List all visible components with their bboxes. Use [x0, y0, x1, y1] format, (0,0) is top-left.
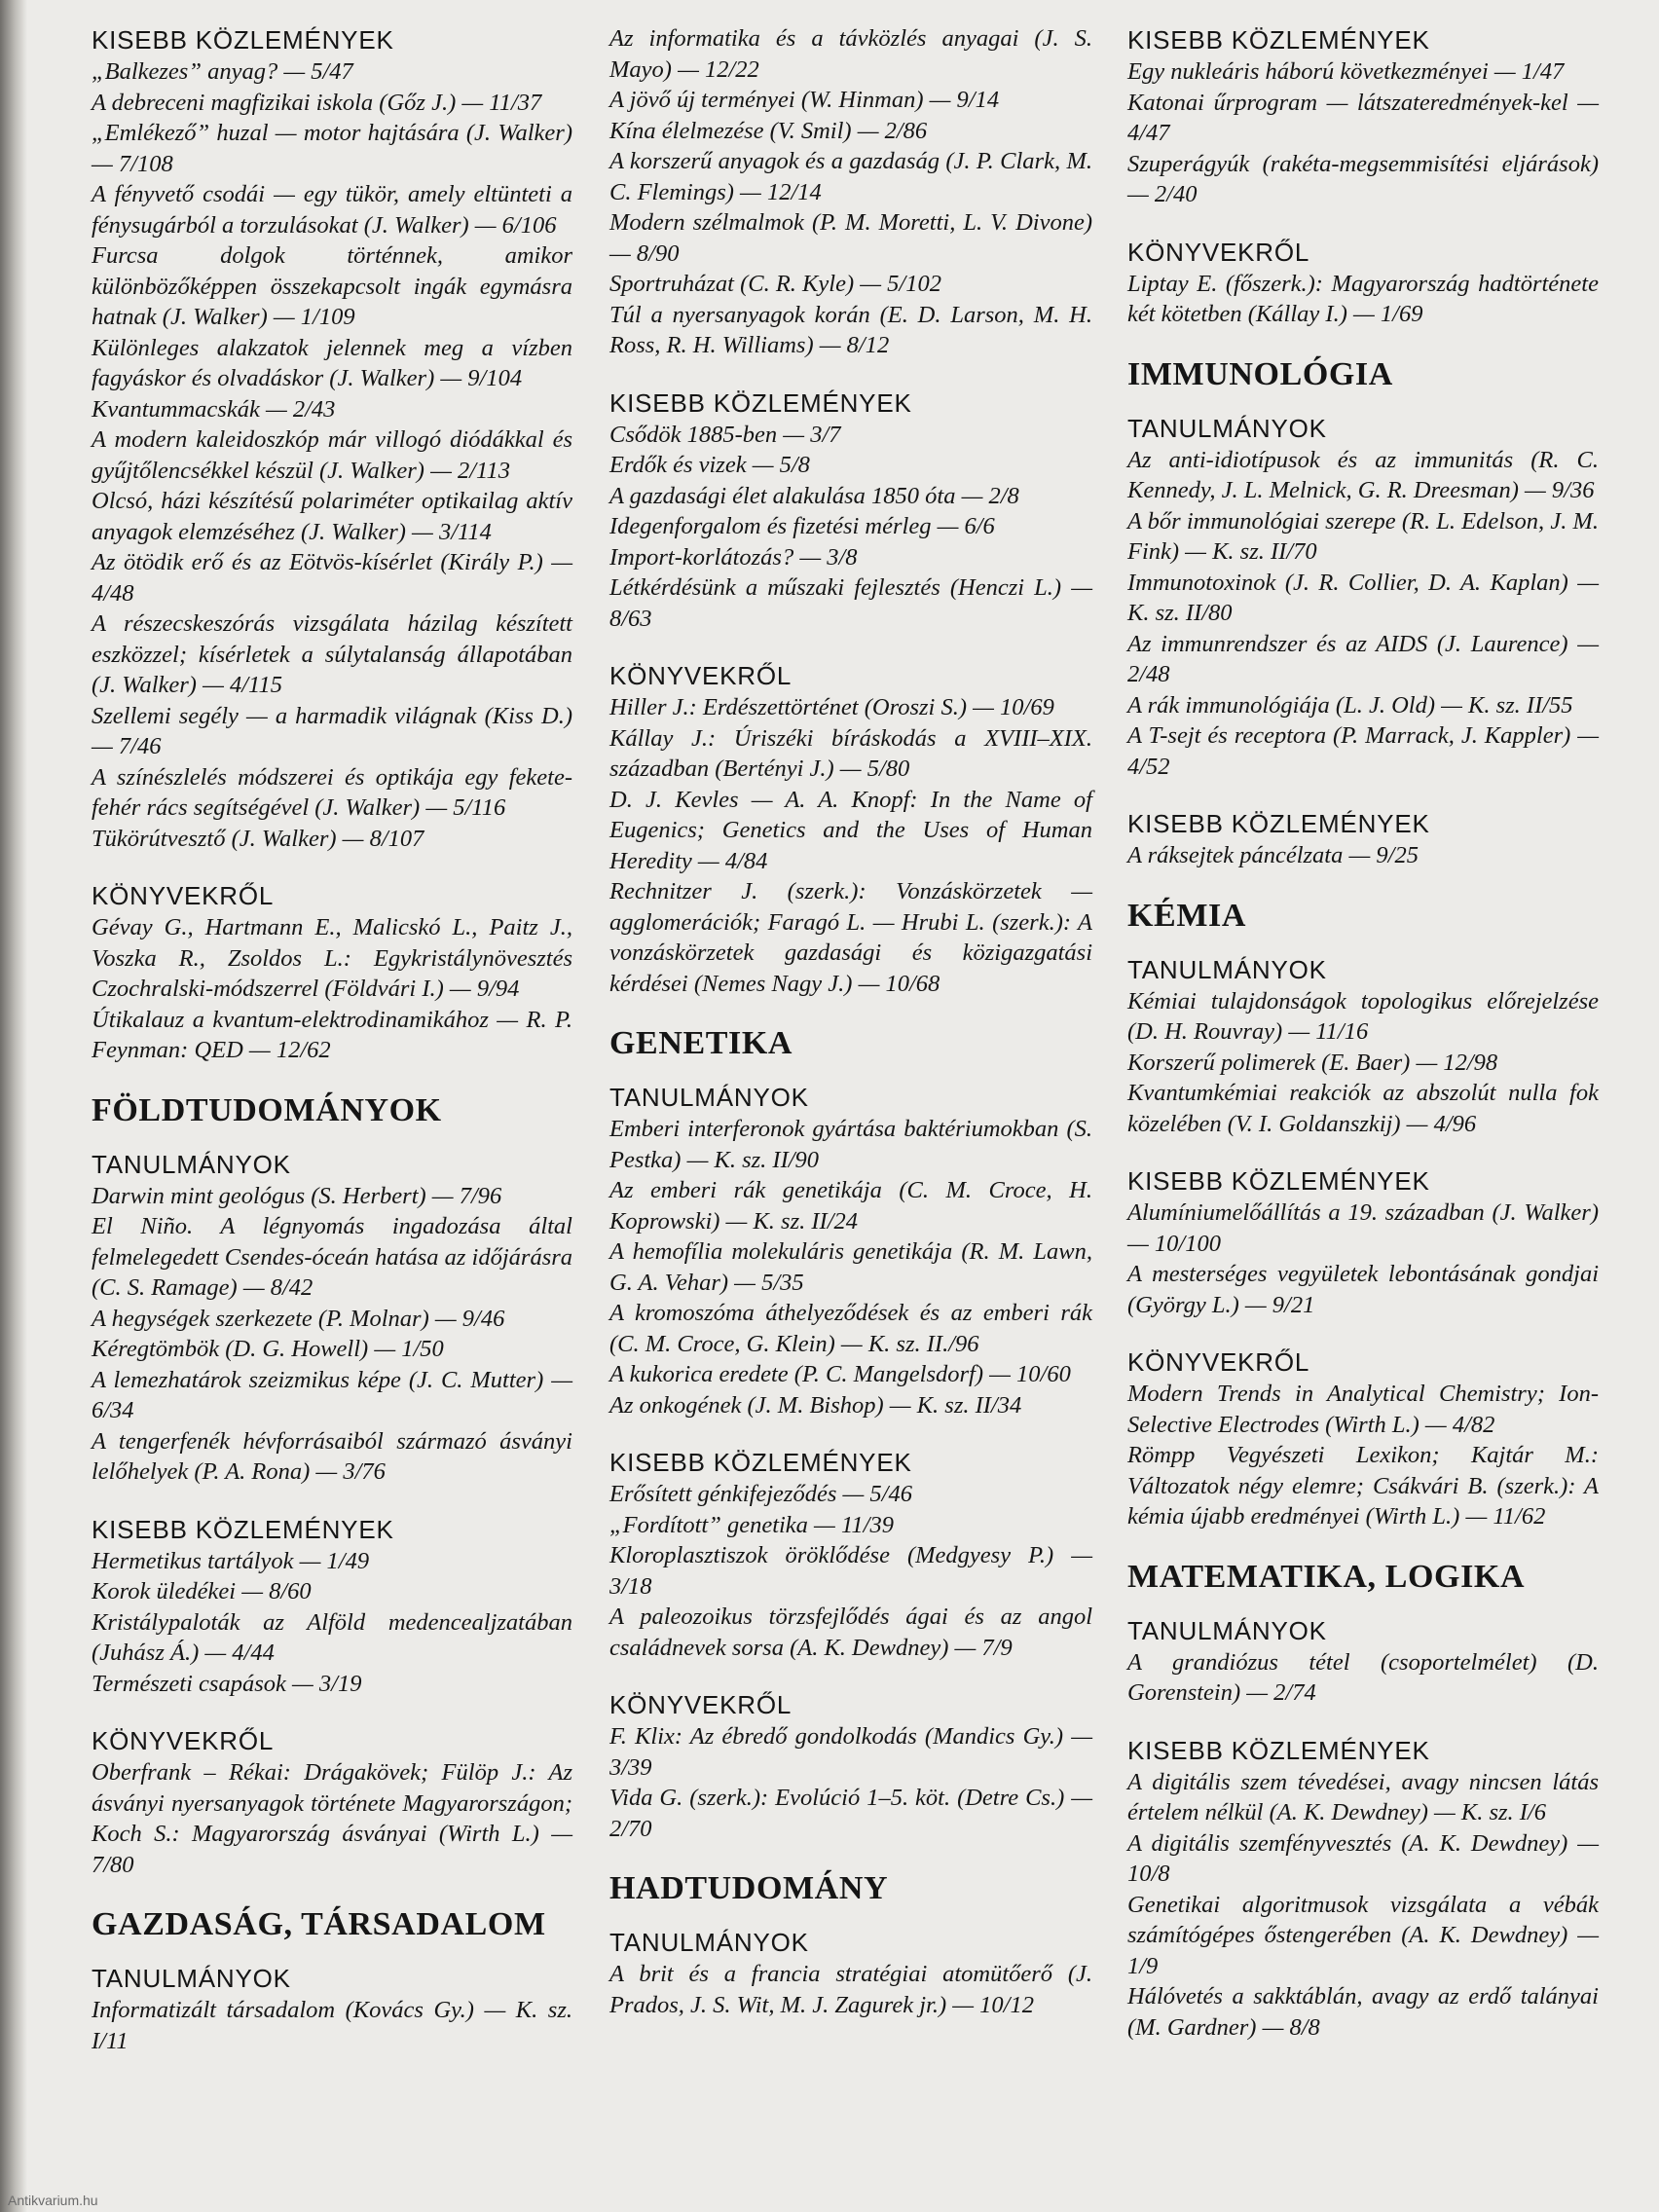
index-section [1127, 807, 1599, 871]
index-section [92, 1724, 572, 1880]
index-entry: Erdők és vizek — 5/8 [609, 452, 810, 478]
index-entry: Erősített génkifejeződés — 5/46 [609, 1481, 912, 1507]
index-entry: Import-korlátozás? — 3/8 [609, 543, 858, 571]
index-section [609, 659, 1092, 999]
section-title: MATEMATIKA, LOGIKA [1127, 1558, 1526, 1595]
subsection-heading: KISEBB KÖZLEMÉNYEK [1127, 25, 1430, 55]
index-entry: Egy nukleáris háború következményei — 1/47 [1127, 58, 1565, 85]
index-section [609, 1024, 1092, 1420]
index-entry: A T-sejt és receptora (P. Marrack, J. Kappler) — 4/52 [1127, 722, 1599, 780]
subsection-heading: TANULMÁNYOK [92, 1964, 291, 1993]
index-entry: Az informatika és a távközlés anyagai (J. S. Mayo) — 12/22 [609, 25, 1092, 83]
index-entry: A bőr immunológiai szerepe (R. L. Edelson, J. M. Fink) — K. sz. II/70 [1127, 507, 1599, 565]
index-section [1127, 1346, 1599, 1532]
index-entry: Immunotoxinok (J. R. Collier, D. A. Kaplan) — K. sz. II/80 [1127, 569, 1599, 626]
index-section [92, 1905, 572, 2056]
index-entry: Természeti csapások — 3/19 [92, 1670, 362, 1697]
index-section [1127, 897, 1599, 1140]
index-entry: F. Klix: Az ébredő gondolkodás (Mandics Gy.) — 3/39 [609, 1723, 1092, 1781]
index-entry: Az ötödik erő és az Eötvös-kísérlet (Király P.) — 4/48 [92, 549, 572, 607]
subsection-heading: KISEBB KÖZLEMÉNYEK [1127, 1166, 1430, 1196]
index-section [609, 1869, 1092, 2020]
index-entry: Vida G. (szerk.): Evolúció 1–5. köt. (Detre Cs.) — 2/70 [609, 1785, 1092, 1842]
index-entry: Csődök 1885-ben — 3/7 [609, 421, 841, 448]
section-title: GENETIKA [609, 1025, 793, 1061]
subsection-heading: TANULMÁNYOK [609, 1083, 809, 1112]
subsection-heading: KISEBB KÖZLEMÉNYEK [1127, 809, 1430, 838]
index-entry: Hálóvetés a sakktáblán, avagy az erdő talányai (M. Gardner) — 8/8 [1127, 1983, 1599, 2041]
index-entry: „Emlékező” huzal — motor hajtására (J. Walker) — 7/108 [92, 120, 572, 177]
section-title: HADTUDOMÁNY [609, 1870, 889, 1906]
index-section [1127, 1558, 1599, 1709]
index-entry: A mesterséges vegyületek lebontásának gondjai (György L.) — 9/21 [1127, 1261, 1599, 1318]
section-title: KÉMIA [1127, 897, 1246, 934]
index-entry: Römpp Vegyészeti Lexikon; Kajtár M.: Változatok négy elemre; Csákvári B. (szerk.): A kémia újabb eredményei (Wirth L.) — 11/62 [1127, 1442, 1599, 1530]
index-entry: Az immunrendszer és az AIDS (J. Laurence) — 2/48 [1127, 630, 1599, 687]
index-section [609, 387, 1092, 635]
index-entry: Modern Trends in Analytical Chemistry; Ion-Selective Electrodes (Wirth L.) — 4/82 [1127, 1381, 1599, 1438]
index-entry: A rák immunológiája (L. J. Old) — K. sz. II/55 [1127, 691, 1573, 719]
subsection-heading: TANULMÁNYOK [1127, 413, 1327, 443]
index-entry: Az onkogének (J. M. Bishop) — K. sz. II/34 [609, 1391, 1022, 1419]
index-entry: Az emberi rák genetikája (C. M. Croce, H. Koprowski) — K. sz. II/24 [609, 1177, 1092, 1235]
subsection-heading: TANULMÁNYOK [1127, 1615, 1327, 1645]
index-section [1127, 1734, 1599, 2044]
index-entry: A grandiózus tétel (csoportelmélet) (D. Gorenstein) — 2/74 [1127, 1648, 1599, 1706]
index-entry: A hegységek szerkezete (P. Molnar) — 9/46 [92, 1305, 505, 1332]
subsection-heading: KISEBB KÖZLEMÉNYEK [609, 387, 912, 418]
index-entry: A kukorica eredete (P. C. Mangelsdorf) — 10/60 [609, 1361, 1071, 1387]
index-entry: A színészlelés módszerei és optikája egy fekete-fehér rács segítségével (J. Walker) — 5/116 [92, 763, 572, 821]
subsection-heading: TANULMÁNYOK [92, 1149, 291, 1179]
index-entry: A jövő új terményei (W. Hinman) — 9/14 [609, 87, 1000, 113]
index-entry: „Fordított” genetika — 11/39 [609, 1511, 894, 1538]
subsection-heading: KÖNYVEKRŐL [1127, 1347, 1310, 1377]
index-entry: A hemofília molekuláris genetikája (R. M. Lawn, G. A. Vehar) — 5/35 [609, 1238, 1092, 1296]
index-entry: A fényvető csodái — egy tükör, amely eltünteti a fénysugárból a torzulásokat (J. Walker) — 6/106 [92, 181, 572, 239]
watermark: Antikvarium.hu [8, 2193, 98, 2208]
index-entry: Hiller J.: Erdészettörténet (Oroszi S.) — 10/69 [609, 694, 1054, 720]
index-entry: Korszerű polimerek (E. Baer) — 12/98 [1127, 1049, 1498, 1076]
index-entry: „Balkezes” anyag? — 5/47 [92, 58, 353, 85]
index-entry: Alumíniumelőállítás a 19. században (J. Walker) — 10/100 [1127, 1199, 1599, 1257]
index-entry: A részecskeszórás vizsgálata házilag készített eszközzel; kísérletek a súlytalanság állapotában (J. Walker) — 4/115 [92, 610, 572, 698]
section-title: GAZDASÁG, TÁRSADALOM [92, 1906, 546, 1942]
index-entry: Katonai űrprogram — látszateredmények-kel — 4/47 [1127, 89, 1599, 146]
index-section [609, 23, 1092, 361]
subsection-heading: KÖNYVEKRŐL [92, 1726, 275, 1755]
index-entry: Különleges alakzatok jelennek meg a vízben fagyáskor és olvadáskor (J. Walker) — 9/104 [92, 334, 572, 391]
column-1 [92, 23, 572, 2082]
index-entry: Oberfrank – Rékai: Drágakövek; Fülöp J.: Az ásványi nyersanyagok története Magyarországon; Koch S.: Magyarország ásványai (Wirth L.) — 7/80 [92, 1759, 572, 1878]
index-entry: Korok üledékei — 8/60 [92, 1578, 312, 1604]
index-entry: Szellemi segély — a harmadik világnak (Kiss D.) — 7/46 [92, 702, 572, 759]
index-section [609, 1688, 1092, 1844]
subsection-heading: TANULMÁNYOK [609, 1928, 809, 1957]
index-entry: Hermetikus tartályok — 1/49 [92, 1547, 370, 1574]
index-entry: Darwin mint geológus (S. Herbert) — 7/96 [92, 1182, 502, 1209]
index-entry: A debreceni magfizikai iskola (Gőz J.) — 11/37 [92, 89, 542, 116]
index-section [1127, 1164, 1599, 1320]
index-entry: Kvantumkémiai reakciók az abszolút nulla fok közelében (V. I. Goldanszkij) — 4/96 [1127, 1080, 1599, 1137]
subsection-heading: KÖNYVEKRŐL [609, 661, 793, 690]
subsection-heading: KÖNYVEKRŐL [609, 1690, 793, 1719]
index-entry: Informatizált társadalom (Kovács Gy.) — K. sz. I/11 [92, 1997, 572, 2054]
index-entry: A digitális szemfényvesztés (A. K. Dewdney) — 10/8 [1127, 1829, 1599, 1887]
index-entry: Az anti-idiotípusok és az immunitás (R. C. Kennedy, J. L. Melnick, G. R. Dreesman) — 9/36 [1127, 446, 1599, 503]
index-section [92, 1513, 572, 1700]
index-entry: Modern szélmalmok (P. M. Moretti, L. V. Divone) — 8/90 [609, 209, 1092, 267]
index-entry: Sportruházat (C. R. Kyle) — 5/102 [609, 271, 941, 297]
index-entry: El Niño. A légnyomás ingadozása által felmelegedett Csendes-óceán hatása az időjárásra (C. S. Ramage) — 8/42 [92, 1213, 573, 1301]
index-entry: Genetikai algoritmusok vizsgálata a vébák számítógépes őstengerében (A. K. Dewdney) — 1/9 [1127, 1891, 1599, 1979]
index-entry: A gazdasági élet alakulása 1850 óta — 2/8 [609, 482, 1019, 509]
subsection-heading: KISEBB KÖZLEMÉNYEK [92, 25, 394, 55]
index-section [1127, 23, 1599, 210]
index-entry: Kristálypaloták az Alföld medencealjzatában (Juhász Á.) — 4/44 [92, 1608, 572, 1666]
subsection-heading: KISEBB KÖZLEMÉNYEK [1127, 1735, 1430, 1765]
index-entry: Emberi interferonok gyártása baktériumokban (S. Pestka) — K. sz. II/90 [609, 1116, 1092, 1173]
index-entry: Kéregtömbök (D. G. Howell) — 1/50 [92, 1336, 444, 1362]
column-2 [609, 23, 1092, 2046]
index-entry: Kémiai tulajdonságok topologikus előrejelzése (D. H. Rouvray) — 11/16 [1127, 987, 1599, 1045]
index-entry: Útikalauz a kvantum-elektrodinamikához — R. P. Feynman: QED — 12/62 [92, 1006, 572, 1063]
subsection-heading: TANULMÁNYOK [1127, 954, 1327, 984]
index-entry: A modern kaleidoszkóp már villogó diódákkal és gyűjtőlencsékkel készül (J. Walker) — 2/113 [92, 426, 572, 484]
index-entry: A paleozoikus törzsfejlődés ágai és az angol családnevek sorsa (A. K. Dewdney) — 7/9 [609, 1604, 1092, 1661]
index-section [609, 1446, 1092, 1663]
index-entry: Szuperágyúk (rakéta-megsemmisítési eljárások) — 2/40 [1127, 150, 1599, 207]
index-entry: Idegenforgalom és fizetési mérleg — 6/6 [609, 513, 995, 539]
index-entry: A korszerű anyagok és a gazdaság (J. P. Clark, M. C. Flemings) — 12/14 [609, 148, 1092, 205]
index-section [92, 879, 572, 1066]
index-section [1127, 236, 1599, 330]
subsection-heading: KÖNYVEKRŐL [1127, 237, 1310, 267]
index-entry: A digitális szem tévedései, avagy nincsen látás értelem nélkül (A. K. Dewdney) — K. sz. I/6 [1127, 1768, 1599, 1825]
index-entry: Túl a nyersanyagok korán (E. D. Larson, M. H. Ross, R. H. Williams) — 8/12 [609, 301, 1092, 358]
index-entry: A brit és a francia stratégiai atomütőerő (J. Prados, J. S. Wit, M. J. Zagurek jr.) — 10/12 [609, 1961, 1092, 2018]
column-3 [1127, 23, 1599, 2068]
binding-edge [0, 0, 27, 2212]
index-entry: Tükörútvesztő (J. Walker) — 8/107 [92, 825, 424, 852]
index-section [92, 1091, 572, 1488]
index-entry: Létkérdésünk a műszaki fejlesztés (Henczi L.) — 8/63 [609, 574, 1092, 632]
section-title: IMMUNOLÓGIA [1127, 355, 1393, 392]
index-entry: A ráksejtek páncélzata — 9/25 [1127, 842, 1419, 868]
index-entry: Gévay G., Hartmann E., Malicskó L., Paitz J., Voszka R., Zsoldos L.: Egykristálynövesztés Czochralski-módszerrel (Földvári I.) — 9/94 [92, 914, 572, 1002]
index-entry: Kloroplasztiszok öröklődése (Medgyesy P.) — 3/18 [609, 1542, 1092, 1600]
index-entry: A lemezhatárok szeizmikus képe (J. C. Mutter) — 6/34 [92, 1366, 572, 1423]
index-entry: D. J. Kevles — A. A. Knopf: In the Name of Eugenics; Genetics and the Uses of Human Heredity — 4/84 [609, 786, 1092, 874]
index-entry: Kállay J.: Úriszéki bíráskodás a XVIII–XIX. században (Bertényi J.) — 5/80 [609, 724, 1092, 782]
index-entry: Liptay E. (főszerk.): Magyarország hadtörténete két kötetben (Kállay I.) — 1/69 [1127, 270, 1599, 327]
index-section [1127, 355, 1599, 783]
section-title: FÖLDTUDOMÁNYOK [92, 1091, 442, 1128]
index-entry: Kína élelmezése (V. Smil) — 2/86 [609, 117, 928, 144]
subsection-heading: KÖNYVEKRŐL [92, 881, 275, 910]
subsection-heading: KISEBB KÖZLEMÉNYEK [609, 1448, 912, 1477]
subsection-heading: KISEBB KÖZLEMÉNYEK [92, 1514, 394, 1544]
index-entry: A kromoszóma áthelyeződések és az emberi rák (C. M. Croce, G. Klein) — K. sz. II./96 [609, 1300, 1092, 1357]
index-entry: A tengerfenék hévforrásaiból származó ásványi lelőhelyek (P. A. Rona) — 3/76 [92, 1427, 572, 1485]
index-entry: Furcsa dolgok történnek, amikor különbözőképpen összekapcsolt ingák egymásra hatnak (J. Walker) — 1/109 [92, 242, 572, 330]
index-entry: Rechnitzer J. (szerk.): Vonzáskörzetek — agglomerációk; Faragó L. — Hrubi L. (szerk.): A vonzáskörzetek gazdasági és közigazgatási kérdései (Nemes Nagy J.) — 10/68 [609, 878, 1092, 997]
index-entry: Kvantummacskák — 2/43 [92, 395, 336, 423]
index-section [92, 23, 572, 854]
index-entry: Olcsó, házi készítésű polariméter optikailag aktív anyagok elemzéséhez (J. Walker) — 3/114 [92, 488, 572, 545]
